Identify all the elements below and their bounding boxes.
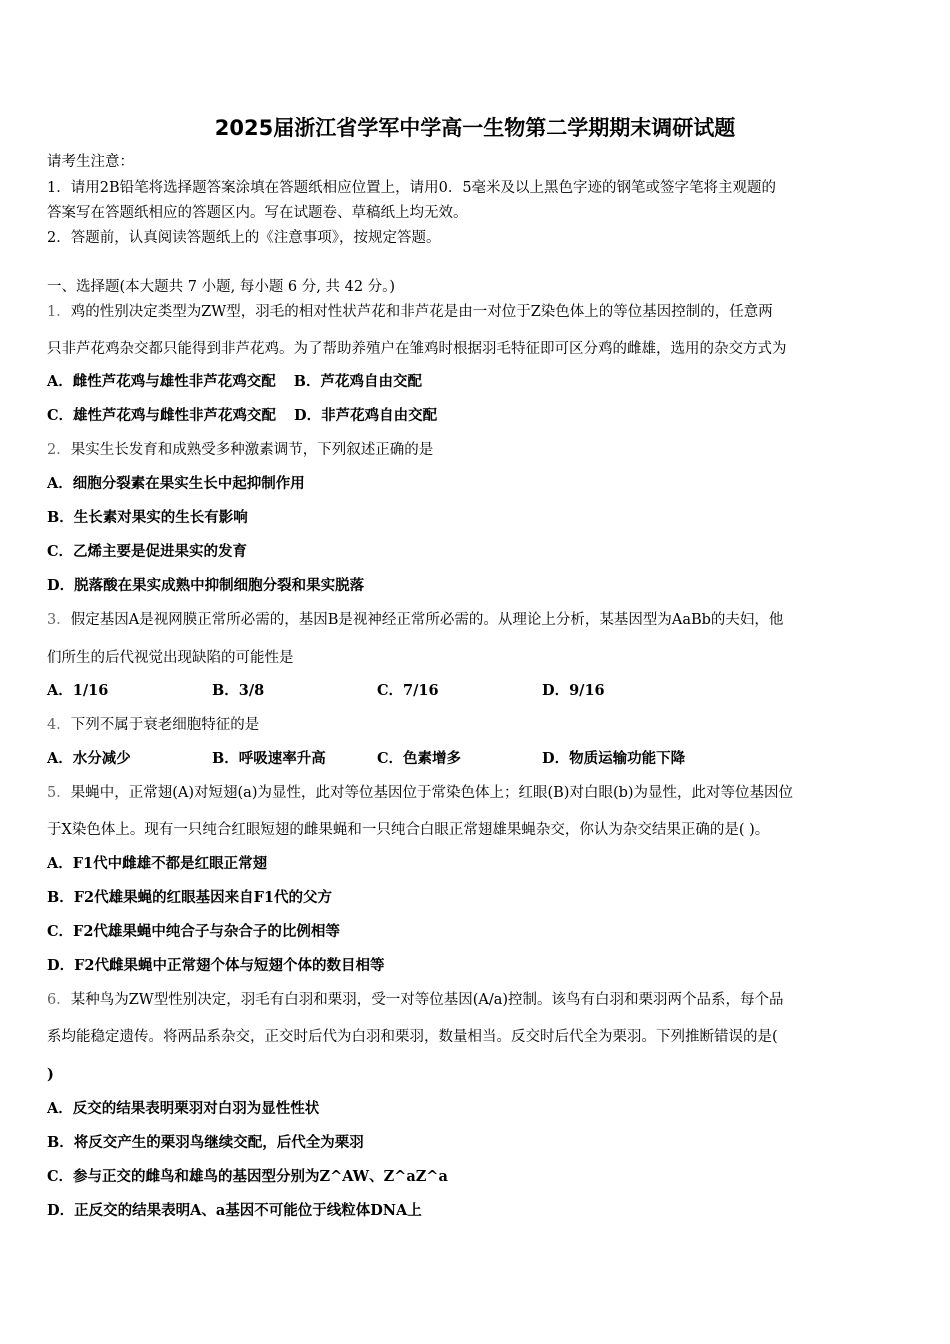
option: B．3/8	[212, 682, 265, 699]
option: B．呼吸速率升高	[212, 750, 326, 767]
question-number: 6．	[47, 992, 71, 1008]
question-stem-line: 系均能稳定遗传。将两品系杂交，正交时后代为白羽和栗羽，数量相当。反交时后代全为栗羽。下列推断错误的是(	[47, 1029, 778, 1045]
option: C．色素增多	[377, 750, 462, 767]
option: A．反交的结果表明栗羽对白羽为显性性状	[47, 1100, 320, 1117]
option: A．F1代中雌雄不都是红眼正常翅	[47, 855, 268, 872]
question-stem-line: 某种鸟为ZW型性别决定，羽毛有白羽和栗羽，受一对等位基因(A/a)控制。该鸟有白羽和栗羽两个品系，每个品	[70, 992, 784, 1008]
question-number: 5．	[47, 785, 71, 801]
question-number: 3．	[47, 612, 71, 628]
option: D．非芦花鸡自由交配	[294, 407, 438, 424]
question-number: 4．	[47, 717, 71, 733]
option: D．物质运输功能下降	[542, 750, 686, 767]
option: C．乙烯主要是促进果实的发育	[47, 543, 248, 560]
question-stem-line: 于X染色体上。现有一只纯合红眼短翅的雌果蝇和一只纯合白眼正常翅雄果蝇杂交，你认为杂交结果正确的是( )。	[47, 822, 770, 838]
option: D．脱落酸在果实成熟中抑制细胞分裂和果实脱落	[47, 577, 365, 594]
notice-item: 1．请用2B铅笔将选择题答案涂填在答题纸相应位置上，请用0．5毫米及以上黑色字迹的钢笔或签字笔将主观题的	[47, 180, 777, 196]
question-1-options-row	[47, 406, 437, 426]
option: B．将反交产生的栗羽鸟继续交配，后代全为栗羽	[47, 1134, 364, 1151]
option: D．F2代雌果蝇中正常翅个体与短翅个体的数目相等	[47, 957, 385, 974]
question-2-stem	[47, 440, 433, 460]
option: A．1/16	[47, 682, 109, 699]
question-number: 2．	[47, 442, 71, 458]
question-5-stem	[47, 783, 793, 803]
option: A．水分减少	[47, 750, 131, 767]
question-3-stem	[47, 610, 783, 630]
question-stem-line: 果实生长发育和成熟受多种激素调节，下列叙述正确的是	[70, 442, 434, 458]
option: A．细胞分裂素在果实生长中起抑制作用	[47, 475, 305, 492]
notice-heading: 请考生注意：	[47, 154, 134, 170]
question-stem-line: 假定基因A是视网膜正常所必需的，基因B是视神经正常所必需的。从理论上分析，某基因型为AaBb的夫妇，他	[70, 612, 784, 628]
option: D．正反交的结果表明A、a基因不可能位于线粒体DNA上	[47, 1202, 422, 1219]
notice-item: 2．答题前，认真阅读答题纸上的《注意事项》，按规定答题。	[47, 230, 441, 246]
option: D．9/16	[542, 682, 605, 699]
question-1-options-row	[47, 372, 422, 392]
question-stem-line: 鸡的性别决定类型为ZW型，羽毛的相对性状芦花和非芦花是由一对位于Z染色体上的等位基因控制的，任意两	[70, 304, 773, 320]
question-stem-line: )	[47, 1066, 54, 1083]
question-stem-line: 只非芦花鸡杂交都只能得到非芦花鸡。为了帮助养殖户在雏鸡时根据羽毛特征即可区分鸡的雌雄，选用的杂交方式为	[47, 341, 787, 357]
option: A．雌性芦花鸡与雄性非芦花鸡交配	[47, 373, 276, 390]
option: B．F2代雄果蝇的红眼基因来自F1代的父方	[47, 889, 333, 906]
option: C．7/16	[377, 682, 439, 699]
question-1-stem	[47, 302, 773, 322]
option: C．参与正交的雌鸟和雄鸟的基因型分别为Z^AW、Z^aZ^a	[47, 1168, 448, 1185]
notice-item: 答案写在答题纸相应的答题区内。写在试题卷、草稿纸上均无效。	[47, 205, 468, 221]
question-6-stem	[47, 990, 784, 1010]
option: B．芦花鸡自由交配	[293, 373, 423, 390]
question-stem-line: 下列不属于衰老细胞特征的是	[70, 717, 260, 733]
question-4-stem	[47, 715, 259, 735]
question-number: 1．	[47, 304, 71, 320]
option: C．雄性芦花鸡与雌性非芦花鸡交配	[47, 407, 277, 424]
section-heading: 一、选择题(本大题共 7 小题, 每小题 6 分, 共 42 分。)	[47, 279, 396, 295]
question-stem-line: 果蝇中，正常翅(A)对短翅(a)为显性，此对等位基因位于常染色体上；红眼(B)对白眼(b)为显性，此对等位基因位	[70, 785, 794, 801]
option: B．生长素对果实的生长有影响	[47, 509, 248, 526]
page-title: 2025届浙江省学军中学高一生物第二学期期末调研试题	[214, 116, 736, 140]
option: C．F2代雄果蝇中纯合子与杂合子的比例相等	[47, 923, 340, 940]
question-stem-line: 们所生的后代视觉出现缺陷的可能性是	[47, 650, 294, 666]
